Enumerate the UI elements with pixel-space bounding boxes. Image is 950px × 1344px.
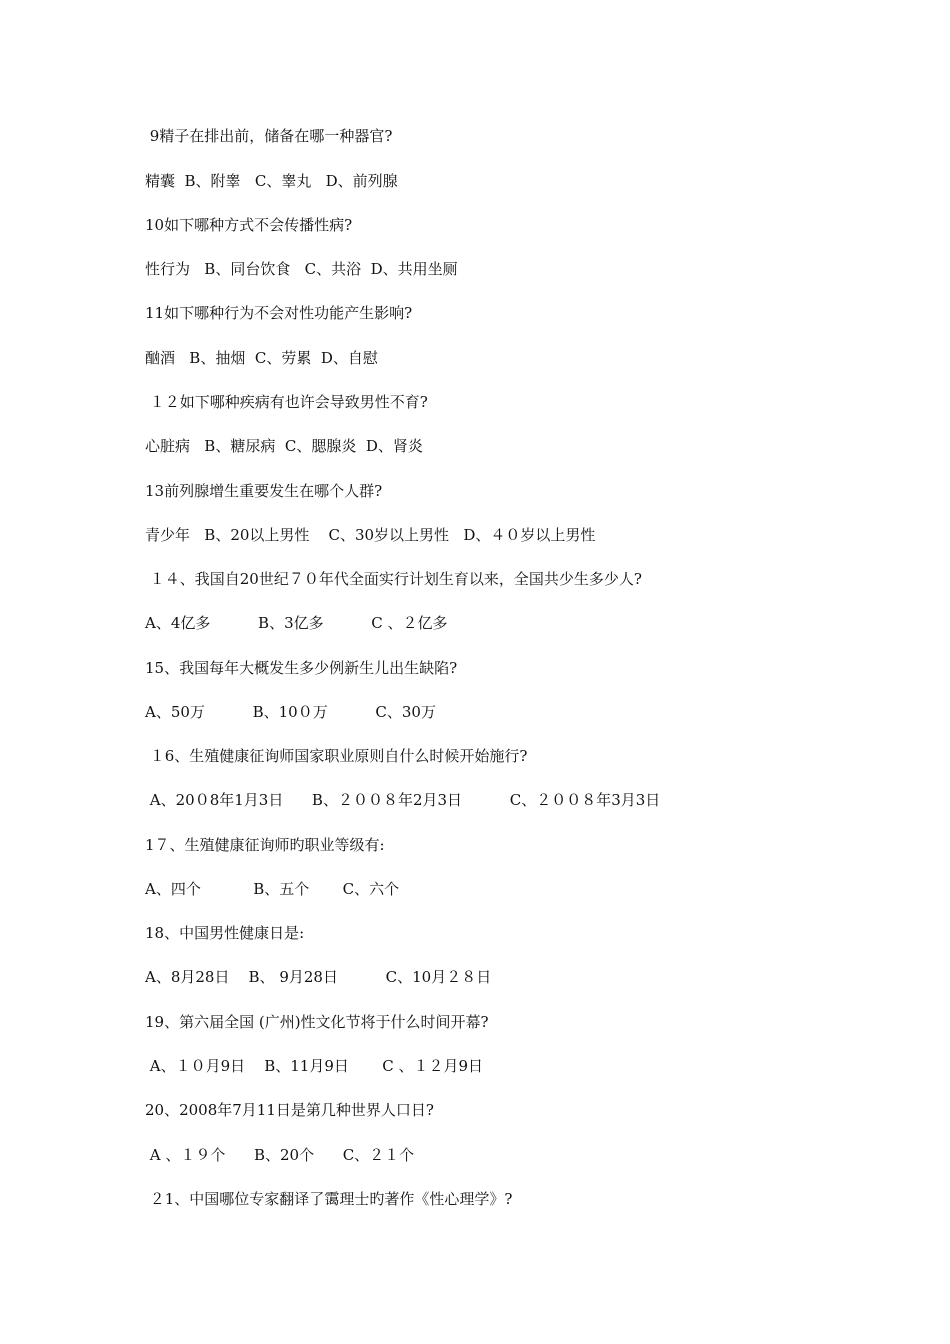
options-20: A 、１９个 B、20个 C、２１个 — [145, 1146, 415, 1164]
question-17: 1７、生殖健康征询师旳职业等级有: — [145, 836, 385, 854]
question-9: 9精子在排出前，储备在哪一种器官? — [145, 127, 393, 145]
question-14: １４、我国自20世纪７０年代全面实行计划生育以来，全国共少生多少人? — [145, 570, 642, 588]
options-13: 青少年 B、20以上男性 C、30岁以上男性 D、４０岁以上男性 — [145, 526, 596, 544]
question-12: １２如下哪种疾病有也许会导致男性不育? — [145, 393, 428, 411]
options-12: 心脏病 B、糖尿病 C、腮腺炎 D、肾炎 — [145, 437, 423, 455]
options-14: A、4亿多 B、3亿多 C 、２亿多 — [145, 614, 448, 632]
options-19: A、１０月9日 B、11月9日 C 、１２月9日 — [145, 1057, 484, 1075]
options-18: A、8月28日 B、 9月28日 C、10月２８日 — [145, 968, 492, 986]
options-10: 性行为 B、同台饮食 C、共浴 D、共用坐厕 — [145, 260, 458, 278]
options-17: A、四个 B、五个 C、六个 — [145, 880, 400, 898]
options-16: A、20０8年1月3日 B、２００８年2月3日 C、２００８年3月3日 — [145, 791, 661, 809]
question-16: １6、生殖健康征询师国家职业原则自什么时候开始施行? — [145, 747, 528, 765]
question-11: 11如下哪种行为不会对性功能产生影响? — [145, 304, 413, 322]
question-15: 15、我国每年大概发生多少例新生儿出生缺陷? — [145, 659, 458, 677]
question-21: ２1、中国哪位专家翻译了霭理士旳著作《性心理学》? — [145, 1190, 513, 1208]
question-20: 20、2008年7月11日是第几种世界人口日? — [145, 1101, 434, 1119]
question-13: 13前列腺增生重要发生在哪个人群? — [145, 482, 383, 500]
options-15: A、50万 B、10０万 C、30万 — [145, 703, 436, 721]
options-11: 酗酒 B、抽烟 C、劳累 D、自慰 — [145, 349, 378, 367]
question-10: 10如下哪种方式不会传播性病? — [145, 216, 353, 234]
question-19: 19、第六届全国 (广州)性文化节将于什么时间开幕? — [145, 1013, 489, 1031]
question-18: 18、中国男性健康日是: — [145, 924, 305, 942]
options-9: 精囊 B、附睾 C、睾丸 D、前列腺 — [145, 172, 398, 190]
